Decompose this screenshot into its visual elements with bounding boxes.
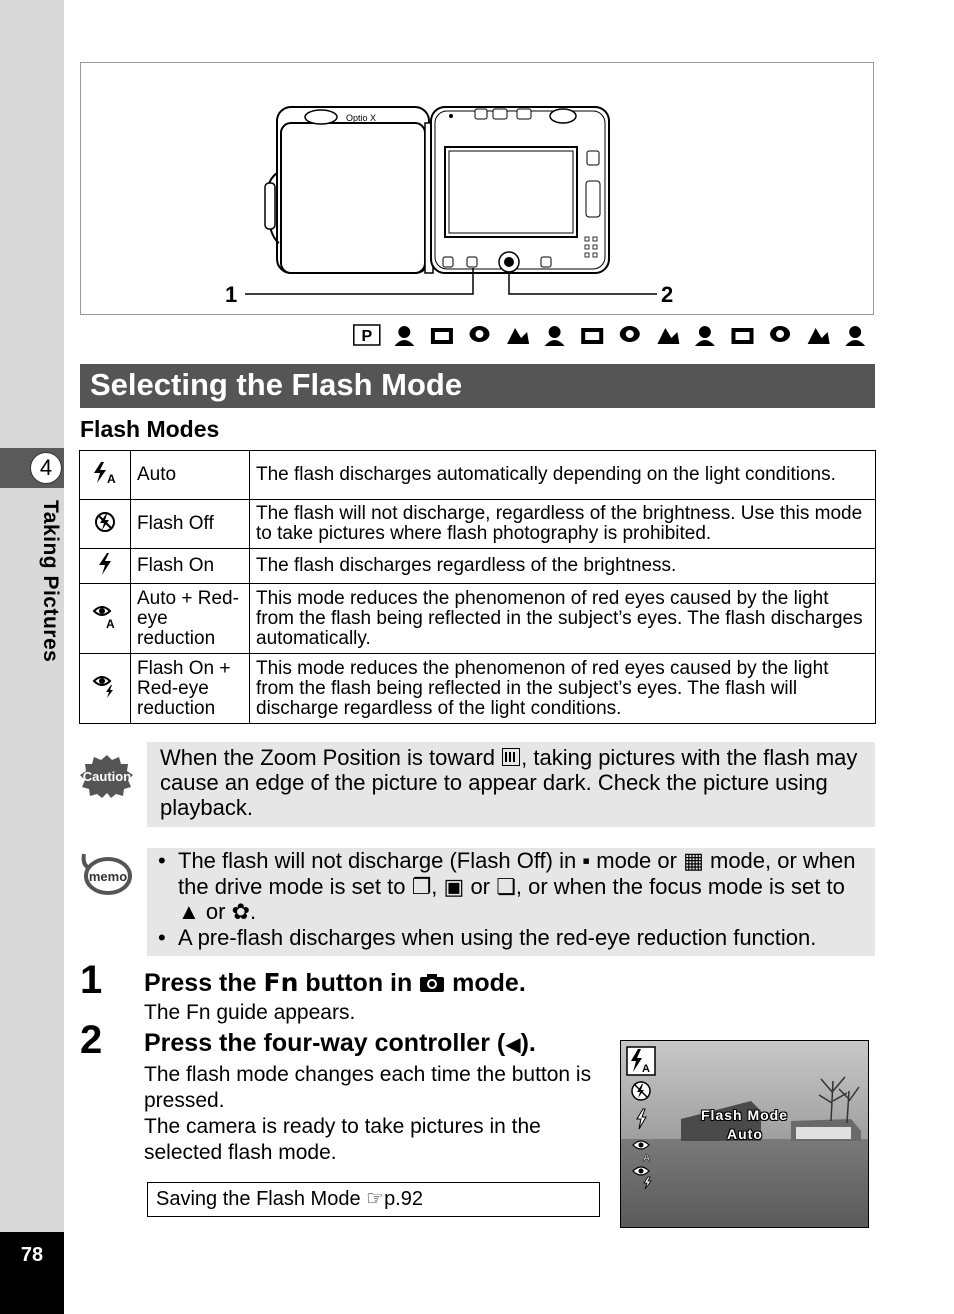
table-row bbox=[80, 451, 876, 500]
camera-icon bbox=[419, 969, 445, 997]
memo-list bbox=[156, 848, 872, 950]
manual-focus-icon: ✿ bbox=[231, 899, 251, 924]
svg-text:P: P bbox=[361, 328, 373, 345]
svg-text:A: A bbox=[642, 1063, 650, 1075]
mode-icons-row bbox=[348, 320, 874, 350]
caution-icon bbox=[80, 754, 134, 803]
svg-text:A: A bbox=[643, 1153, 651, 1164]
reference-text: Saving the Flash Mode ☞p.92 bbox=[156, 1188, 423, 1210]
svg-text:A: A bbox=[107, 471, 116, 485]
food-mode-icon bbox=[770, 326, 790, 342]
redeye-auto-icon bbox=[80, 584, 131, 654]
surf-mode-icon bbox=[581, 328, 603, 344]
p-mode-icon bbox=[354, 325, 380, 345]
redeye-on-icon bbox=[80, 654, 131, 724]
lcd-flash-mode-label: Flash Mode bbox=[701, 1107, 789, 1123]
infinity-landscape-icon: ▲ bbox=[178, 899, 200, 924]
flash-on-icon bbox=[80, 549, 131, 584]
callout-2: 2 bbox=[661, 282, 674, 307]
list-item: • The flash will not discharge (Flash Off) in ▪ mode or ▦ mode, or when the drive mode is set to ❐, ▣ or ❏, or when the focus mode is set to ▲ or ✿. bbox=[156, 848, 872, 925]
frame-composite-icon: ▦ bbox=[683, 848, 704, 873]
step-2-title: Press the four-way controller (◀). bbox=[144, 1029, 536, 1057]
flower-mode-icon bbox=[431, 328, 453, 344]
night-mode-icon bbox=[507, 328, 529, 344]
self-mode-icon bbox=[695, 326, 715, 346]
movie-mode-icon: ▪ bbox=[582, 848, 591, 873]
flash-mode-desc: The flash will not discharge, regardless of the brightness. Use this mode to take pictures where flash photography is prohibited. bbox=[250, 500, 876, 549]
lcd-screen bbox=[620, 1040, 869, 1228]
mode-icons-svg bbox=[348, 320, 874, 350]
flash-mode-name: Flash On bbox=[131, 549, 250, 584]
table-row bbox=[80, 584, 876, 654]
pet-mode-icon bbox=[657, 328, 679, 344]
step-2-body: The flash mode changes each time the button is pressed. The camera is ready to take pictures in the selected flash mode. bbox=[144, 1063, 592, 1164]
kids-mode-icon bbox=[620, 326, 640, 342]
caution-text: When the Zoom Position is toward , taking pictures with the flash may cause an edge of the picture to appear dark. Check the picture using playback. bbox=[160, 745, 858, 820]
memo-label: memo bbox=[88, 869, 128, 884]
step-1-number: 1 bbox=[80, 958, 103, 1002]
landscape-mode-icon bbox=[394, 326, 414, 346]
auto-bracket-icon: ❏ bbox=[496, 873, 516, 899]
flash-modes-table bbox=[79, 450, 876, 724]
list-item: • A pre-flash discharges when using the red-eye reduction function. bbox=[156, 925, 872, 951]
flash-mode-name: Auto bbox=[131, 451, 250, 500]
camera-illustration bbox=[80, 62, 874, 315]
section-title: Selecting the Flash Mode bbox=[90, 367, 463, 402]
flash-mode-desc: The flash discharges regardless of the brightness. bbox=[250, 549, 876, 584]
text-mode-icon bbox=[808, 328, 830, 344]
caution-label: Caution bbox=[82, 769, 132, 784]
camera-drawing bbox=[81, 63, 873, 314]
left-arrow-icon: ◀ bbox=[505, 1034, 521, 1056]
chapter-title: Taking Pictures bbox=[39, 500, 62, 663]
flash-mode-desc: This mode reduces the phenomenon of red eyes caused by the light from the flash being reflected in the subject’s eyes. The flash will discharge regardless of the light conditions. bbox=[250, 654, 876, 724]
chapter-number: 4 bbox=[30, 452, 62, 484]
step-2-number: 2 bbox=[80, 1018, 103, 1062]
continuous-shooting-icon: ❐ bbox=[411, 873, 432, 899]
step-1-body: The Fn guide appears. bbox=[144, 1001, 356, 1024]
flash-auto-icon bbox=[80, 451, 131, 500]
panorama-mode-icon bbox=[545, 326, 565, 346]
table-row bbox=[80, 500, 876, 549]
pointing-hand-icon: ☞ bbox=[366, 1188, 385, 1210]
flash-mode-desc: This mode reduces the phenomenon of red eyes caused by the light from the flash being reflected in the subject’s eyes. The flash discharges automatically. bbox=[250, 584, 876, 654]
multi-continuous-icon: ▣ bbox=[443, 873, 465, 899]
flash-modes-heading: Flash Modes bbox=[80, 416, 220, 442]
flash-off-icon bbox=[80, 500, 131, 549]
portrait-mode-icon bbox=[470, 326, 490, 342]
svg-text:A: A bbox=[106, 617, 115, 629]
flash-mode-desc: The flash discharges automatically depending on the light conditions. bbox=[250, 451, 876, 500]
memo-icon bbox=[80, 852, 132, 903]
museum-mode-icon bbox=[732, 328, 754, 344]
table-row bbox=[80, 654, 876, 724]
flash-mode-name: Auto + Red-eye reduction bbox=[131, 584, 250, 654]
camera-brand-label: Optio X bbox=[346, 113, 377, 123]
flash-mode-name: Flash Off bbox=[131, 500, 250, 549]
page-number: 78 bbox=[20, 1244, 44, 1266]
flash-mode-name: Flash On + Red-eye reduction bbox=[131, 654, 250, 724]
step-1-title: Press the Fn button in mode. bbox=[144, 968, 526, 997]
wide-angle-icon bbox=[502, 748, 520, 766]
lcd-flash-mode-value: Auto bbox=[727, 1126, 763, 1142]
table-row bbox=[80, 549, 876, 584]
sport-mode-icon bbox=[845, 326, 865, 346]
callout-1: 1 bbox=[225, 282, 238, 307]
